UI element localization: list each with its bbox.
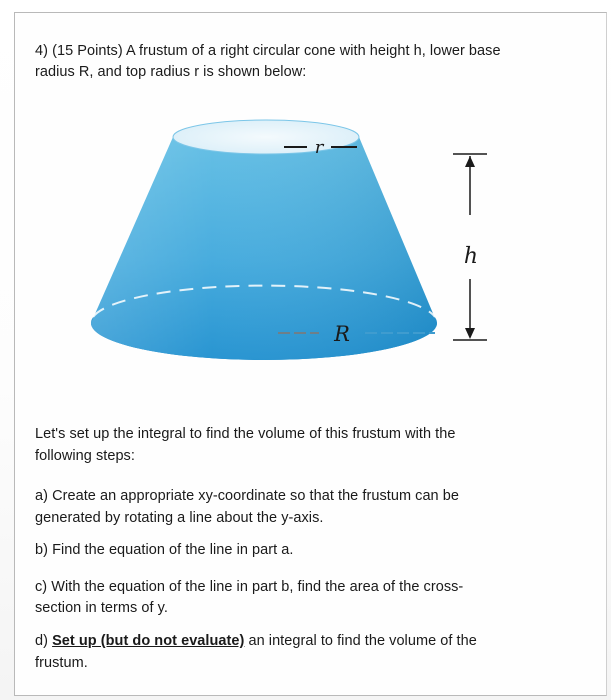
step-d-prefix: d) bbox=[35, 633, 53, 649]
height-arrow-up-head bbox=[465, 156, 475, 167]
step-a bbox=[35, 485, 587, 529]
step-d-line-1 bbox=[35, 630, 587, 652]
intro-line-2: following steps: bbox=[35, 448, 135, 464]
step-b-line-1: b) Find the equation of the line in part a. bbox=[35, 542, 294, 558]
step-d-rest: an integral to find the volume of the bbox=[244, 633, 477, 649]
frustum-top-face bbox=[173, 120, 359, 154]
problem-line-2: radius R, and top radius r is shown below: bbox=[35, 64, 307, 80]
problem-line-1: 4) (15 Points) A frustum of a right circular cone with height h, lower base bbox=[35, 43, 501, 59]
frustum-figure bbox=[15, 13, 608, 413]
step-c bbox=[35, 577, 587, 619]
height-arrow-down-head bbox=[465, 328, 475, 339]
frustum-body-shading bbox=[91, 137, 437, 360]
step-a-line-2: generated by rotating a line about the y-axis. bbox=[35, 510, 324, 526]
top-radius-label: r bbox=[314, 137, 324, 158]
base-radius-label: R bbox=[334, 322, 350, 346]
step-d-line-2: frustum. bbox=[35, 655, 88, 671]
step-c-line-1: c) With the equation of the line in part b, find the area of the cross- bbox=[35, 579, 464, 595]
step-d-emphasis: Set up (but do not evaluate) bbox=[52, 633, 245, 649]
step-a-line-1: a) Create an appropriate xy-coordinate so that the frustum can be bbox=[35, 488, 459, 504]
instructions-intro bbox=[35, 423, 583, 467]
step-b bbox=[35, 540, 587, 561]
step-c-line-2: section in terms of y. bbox=[35, 600, 168, 616]
step-d bbox=[35, 630, 587, 674]
intro-line-1: Let's set up the integral to find the volume of this frustum with the bbox=[35, 426, 456, 442]
problem-card bbox=[14, 12, 607, 696]
height-label: h bbox=[463, 244, 479, 269]
